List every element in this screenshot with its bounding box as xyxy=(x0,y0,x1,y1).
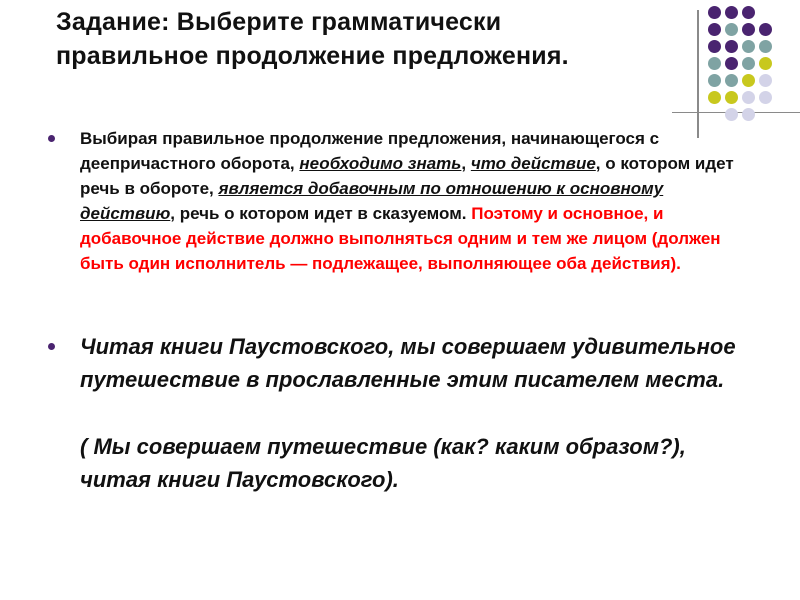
dot xyxy=(725,40,738,53)
dot xyxy=(725,74,738,87)
bullet-marker xyxy=(48,343,55,350)
dot xyxy=(725,91,738,104)
example-sentence: Читая книги Паустовского, мы совершаем удивительное путешествие в прославленные этим писателем места. xyxy=(80,334,736,392)
emphasis-text: необходимо знать xyxy=(299,154,462,173)
title-line-2: правильное продолжение предложения. xyxy=(56,42,569,70)
emphasis-text: что действие xyxy=(470,154,596,173)
text-segment: , речь о котором идет в сказуемом. xyxy=(170,204,472,223)
text-segment: Выбирая правильное продолжение предложения, начинающегося с деепричастного оборота, xyxy=(80,129,660,173)
dot xyxy=(708,23,721,36)
bullet-marker xyxy=(48,135,55,142)
dot xyxy=(759,74,772,87)
decorative-vertical-line xyxy=(697,10,699,138)
dot xyxy=(725,23,738,36)
example-explanation: ( Мы совершаем путешествие (как? каким образом?), читая книги Паустовского). xyxy=(80,434,686,492)
dot xyxy=(725,6,738,19)
dot xyxy=(725,108,738,121)
dot xyxy=(742,108,755,121)
dot xyxy=(708,6,721,19)
dot xyxy=(759,40,772,53)
dot xyxy=(742,57,755,70)
dot xyxy=(742,6,755,19)
dot xyxy=(708,57,721,70)
dot xyxy=(708,40,721,53)
bullet-example xyxy=(49,330,749,396)
explanation-text xyxy=(80,126,749,276)
dot xyxy=(759,23,772,36)
highlighted-rule-text: Поэтому и основное, и добавочное действие должно выполняться одним и тем же лицом (должен быть один исполнитель — подлежащее, выполняющее оба действия). xyxy=(80,204,721,273)
title-line-1: Задание: Выберите грамматически xyxy=(56,8,502,36)
bullet-explanation xyxy=(49,126,749,276)
dot xyxy=(742,40,755,53)
slide-title xyxy=(56,5,666,73)
dot xyxy=(759,91,772,104)
text-segment: , xyxy=(461,154,471,173)
dot xyxy=(742,74,755,87)
dot xyxy=(708,91,721,104)
text-segment: , о котором идет речь в обороте, xyxy=(80,154,734,198)
dot xyxy=(742,23,755,36)
dot xyxy=(742,91,755,104)
dot xyxy=(725,57,738,70)
dot xyxy=(708,74,721,87)
emphasis-text: является добавочным по отношению к основному действию xyxy=(80,179,664,223)
dot xyxy=(759,57,772,70)
